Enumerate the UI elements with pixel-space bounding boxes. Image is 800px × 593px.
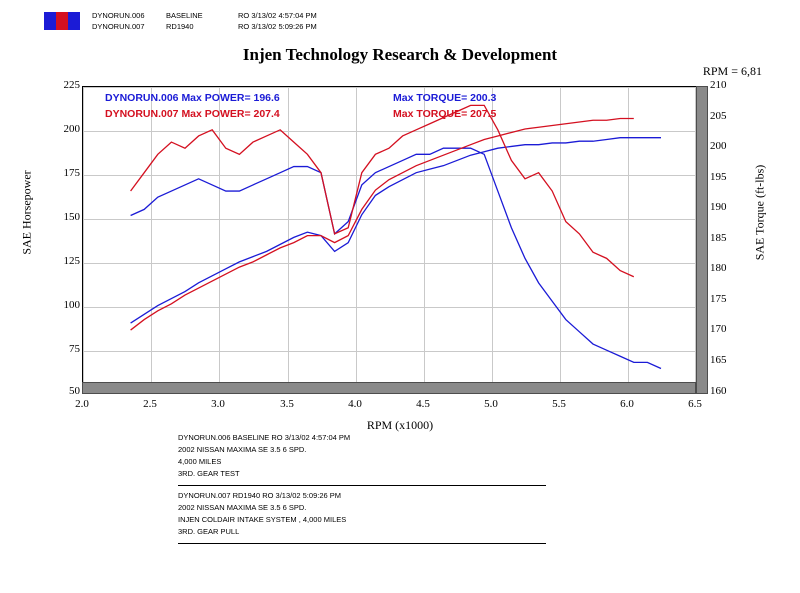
header-run-ro: RO 3/13/02 4:57:04 PM xyxy=(238,11,317,20)
plot-bottom-scroll-bar[interactable] xyxy=(82,382,696,394)
x-axis-ticks xyxy=(75,398,702,414)
rpm-readout: RPM = 6,81 xyxy=(702,64,762,78)
header-run-ro: RO 3/13/02 5:09:26 PM xyxy=(238,22,317,31)
x-tick-label: 5.0 xyxy=(484,398,498,410)
footer-line: 3RD. GEAR TEST xyxy=(178,469,240,478)
y2-tick-label: 205 xyxy=(710,110,727,122)
x-tick-label: 6.5 xyxy=(688,398,702,410)
plot-right-scroll-bar[interactable] xyxy=(696,86,708,394)
plot-area xyxy=(82,86,696,394)
header-run-name: DYNORUN.006 xyxy=(92,11,145,20)
x-tick-label: 2.0 xyxy=(75,398,89,410)
annotation-run2-torque: Max TORQUE= 207.5 xyxy=(393,108,497,120)
x-tick-label: 3.5 xyxy=(280,398,294,410)
curve-power xyxy=(131,118,634,330)
y-tick-label: 50 xyxy=(69,385,80,397)
x-axis-title: RPM (x1000) xyxy=(366,418,434,432)
y-axis-right-ticks xyxy=(710,79,750,397)
curve-torque xyxy=(131,148,661,368)
page-title: Injen Technology Research & Development xyxy=(242,45,558,64)
header-legend-row xyxy=(92,22,317,31)
y2-tick-label: 180 xyxy=(710,262,727,274)
y2-tick-label: 170 xyxy=(710,323,727,335)
footer-line: 2002 NISSAN MAXIMA SE 3.5 6 SPD. xyxy=(178,503,307,512)
y-axis-title-left: SAE Horsepower xyxy=(19,170,34,255)
annotation-run1-torque: Max TORQUE= 200.3 xyxy=(393,92,497,104)
annotation-run1-power: DYNORUN.006 Max POWER= 196.6 xyxy=(105,92,280,104)
dyno-curves xyxy=(83,87,695,393)
header-run-name: DYNORUN.007 xyxy=(92,22,145,31)
footer-block-run2 xyxy=(178,490,578,538)
x-tick-label: 5.5 xyxy=(552,398,566,410)
y-tick-label: 225 xyxy=(63,79,80,91)
footer-divider xyxy=(178,485,546,486)
y2-tick-label: 160 xyxy=(710,385,727,397)
y-axis-title-right: SAE Torque (ft-lbs) xyxy=(752,164,767,261)
y-tick-label: 100 xyxy=(63,299,80,311)
footer-line: 4,000 MILES xyxy=(178,457,222,466)
y2-tick-label: 210 xyxy=(710,79,727,91)
y2-tick-label: 175 xyxy=(710,293,727,305)
x-tick-label: 4.0 xyxy=(348,398,362,410)
y-axis-left-ticks xyxy=(42,79,80,397)
y2-tick-label: 165 xyxy=(710,354,727,366)
footer-line: 3RD. GEAR PULL xyxy=(178,527,240,536)
curve-power xyxy=(131,138,661,323)
injen-logo-icon xyxy=(44,12,86,30)
y2-tick-label: 185 xyxy=(710,232,727,244)
y2-tick-label: 200 xyxy=(710,140,727,152)
y-tick-label: 150 xyxy=(63,211,80,223)
footer-line: DYNORUN.007 RD1940 RO 3/13/02 5:09:26 PM xyxy=(178,491,341,500)
footer-line: INJEN COLDAIR INTAKE SYSTEM , 4,000 MILES xyxy=(178,515,347,524)
y2-tick-label: 190 xyxy=(710,201,727,213)
x-tick-label: 2.5 xyxy=(143,398,157,410)
footer-block-run1 xyxy=(178,432,578,480)
y-tick-label: 175 xyxy=(63,167,80,179)
footer-line: 2002 NISSAN MAXIMA SE 3.5 6 SPD. xyxy=(178,445,307,454)
y-tick-label: 200 xyxy=(63,123,80,135)
footer-notes xyxy=(178,432,578,548)
y-tick-label: 125 xyxy=(63,255,80,267)
y2-tick-label: 195 xyxy=(710,171,727,183)
footer-line: DYNORUN.006 BASELINE RO 3/13/02 4:57:04 PM xyxy=(178,433,351,442)
header-run-label: RD1940 xyxy=(166,22,194,31)
x-tick-label: 6.0 xyxy=(620,398,634,410)
annotation-run2-power: DYNORUN.007 Max POWER= 207.4 xyxy=(105,108,280,120)
header-legend xyxy=(44,10,344,36)
x-tick-label: 4.5 xyxy=(416,398,430,410)
y-tick-label: 75 xyxy=(69,343,80,355)
header-legend-row xyxy=(92,11,317,20)
footer-divider xyxy=(178,543,546,544)
header-run-label: BASELINE xyxy=(166,11,203,20)
x-tick-label: 3.0 xyxy=(211,398,225,410)
plot-inner xyxy=(83,87,695,393)
